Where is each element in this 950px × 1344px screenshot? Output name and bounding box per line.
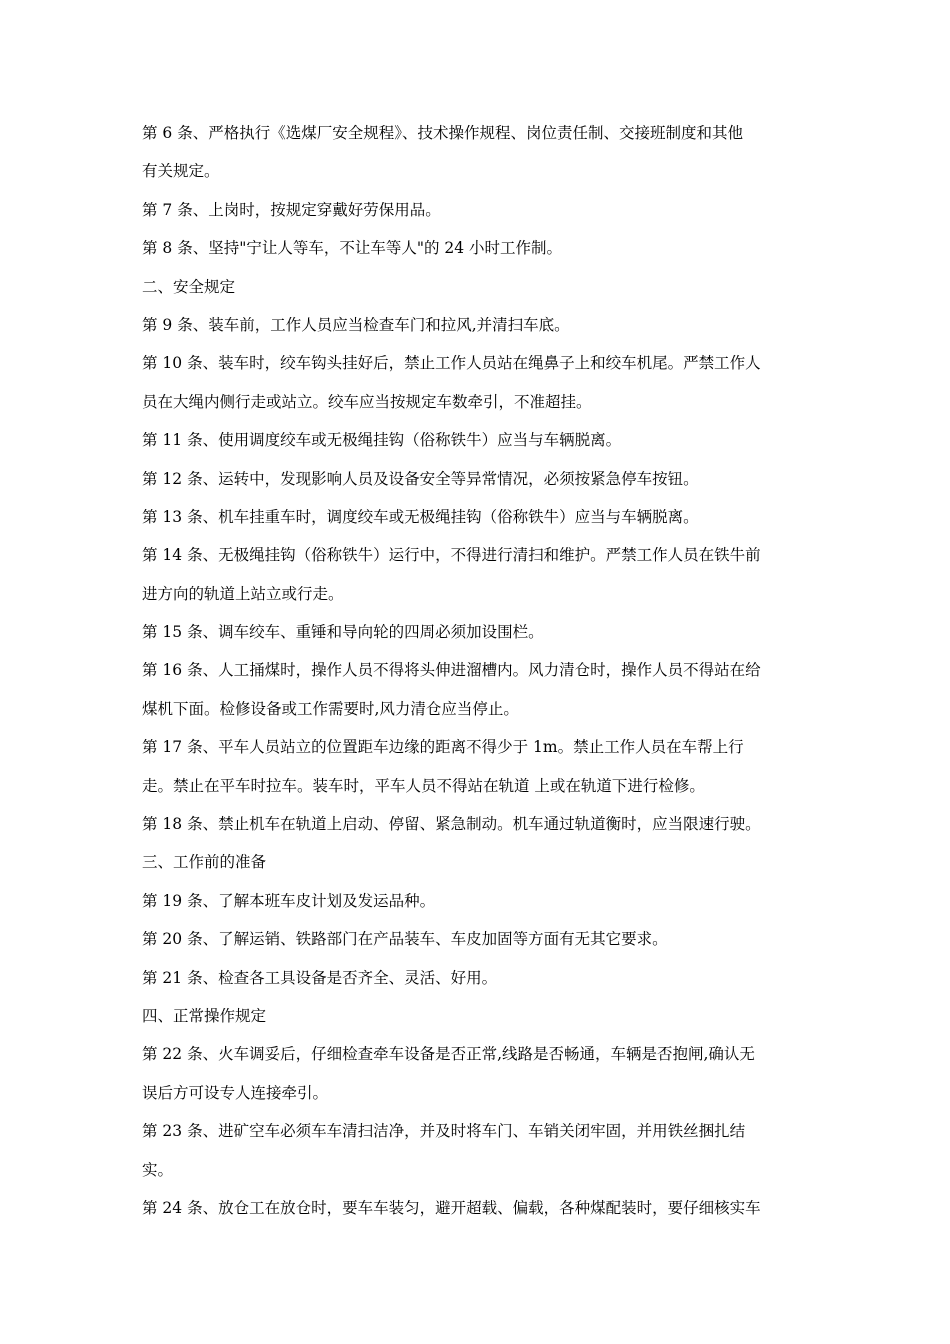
text-line: 员在大绳内侧行走或站立。绞车应当按规定车数牵引，不准超挂。 — [142, 392, 592, 411]
text-line: 第 6 条、严格执行《选煤厂安全规程》、技术操作规程、岗位责任制、交接班制度和其他 — [142, 124, 743, 142]
text-line: 第 23 条、进矿空车必须车车清扫洁净，并及时将车门、车销关闭牢固，并用铁丝捆扎结 — [142, 1122, 746, 1141]
text-line: 第 9 条、装车前，工作人员应当检查车门和拉风,并清扫车底。 — [142, 315, 570, 334]
text-line: 第 8 条、坚持"宁让人等车，不让车等人"的 24 小时工作制。 — [142, 239, 563, 258]
text-line: 第 10 条、装车时，绞车钩头挂好后，禁止工作人员站在绳鼻子上和绞车机尾。严禁工作人 — [142, 354, 761, 373]
text-line: 第 20 条、了解运销、铁路部门在产品装车、车皮加固等方面有无其它要求。 — [142, 930, 668, 949]
text-line: 第 13 条、机车挂重车时，调度绞车或无极绳挂钩（俗称铁牛）应当与车辆脱离。 — [142, 507, 699, 526]
text-line: 第 12 条、运转中，发现影响人员及设备安全等异常情况，必须按紧急停车按钮。 — [142, 469, 699, 488]
text-line: 第 17 条、平车人员站立的位置距车边缘的距离不得少于 1m。禁止工作人员在车帮上行 — [142, 738, 744, 757]
text-line: 第 11 条、使用调度绞车或无极绳挂钩（俗称铁牛）应当与车辆脱离。 — [142, 431, 622, 450]
text-line: 第 22 条、火车调妥后，仔细检查牵车设备是否正常,线路是否畅通，车辆是否抱闸,确认无 — [142, 1045, 755, 1064]
text-line: 第 24 条、放仓工在放仓时，要车车装匀，避开超载、偏载，各种煤配装时，要仔细核实车 — [142, 1198, 761, 1217]
text-line: 误后方可设专人连接牵引。 — [142, 1083, 329, 1102]
section-heading: 二、安全规定 — [142, 277, 236, 296]
section-heading: 三、工作前的准备 — [142, 853, 267, 872]
section-heading: 四、正常操作规定 — [142, 1006, 267, 1025]
text-line: 走。禁止在平车时拉车。装车时，平车人员不得站在轨道 上或在轨道下进行检修。 — [142, 776, 705, 795]
text-line: 第 21 条、检查各工具设备是否齐全、灵活、好用。 — [142, 968, 498, 987]
text-line: 有关规定。 — [142, 162, 220, 181]
document-body — [142, 118, 818, 1231]
text-line: 第 7 条、上岗时，按规定穿戴好劳保用品。 — [142, 200, 441, 219]
text-line: 第 16 条、人工捅煤时，操作人员不得将头伸进溜槽内。风力清仓时，操作人员不得站在给 — [142, 661, 761, 680]
text-line: 煤机下面。检修设备或工作需要时,风力清仓应当停止。 — [142, 699, 519, 718]
text-line: 第 18 条、禁止机车在轨道上启动、停留、紧急制动。机车通过轨道衡时，应当限速行驶。 — [142, 815, 761, 834]
text-line: 实。 — [142, 1160, 174, 1179]
text-line: 第 15 条、调车绞车、重锤和导向轮的四周必须加设围栏。 — [142, 623, 544, 642]
text-line: 第 19 条、了解本班车皮计划及发运品种。 — [142, 891, 436, 910]
text-line: 第 14 条、无极绳挂钩（俗称铁牛）运行中，不得进行清扫和维护。严禁工作人员在铁牛前 — [142, 546, 761, 565]
text-line: 进方向的轨道上站立或行走。 — [142, 584, 344, 603]
